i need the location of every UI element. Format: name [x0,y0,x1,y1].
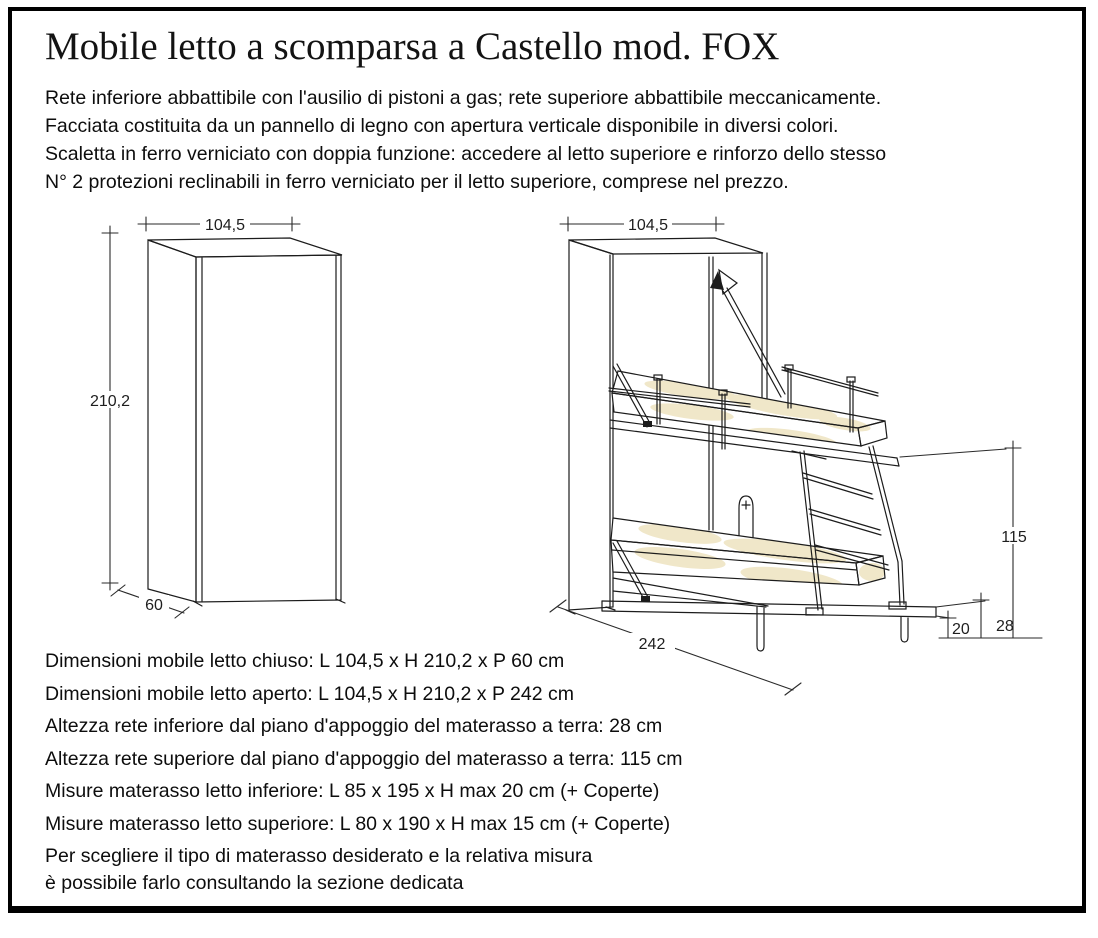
bed-leg-right [901,617,908,642]
spec-line: Altezza rete superiore dal piano d'appoggio del materasso a terra: 115 cm [45,747,683,770]
closed-depth-label: 60 [145,597,163,614]
ladder [792,446,906,615]
description-line: N° 2 protezioni reclinabili in ferro verniciato per il letto superiore, comprese nel prezzo. [45,171,789,193]
description-line: Scaletta in ferro verniciato con doppia funzione: accedere al letto superiore e rinforzo dello stesso [45,143,887,165]
spec-line: Misure materasso letto superiore: L 80 x 190 x H max 15 cm (+ Coperte) [45,812,671,835]
mattress-height-label: 20 [952,621,970,638]
open-depth-label: 242 [638,636,666,653]
upper-height-dimension [900,441,1030,638]
dimension-specs [45,645,682,840]
description-line: Facciata costituita da un pannello di legno con apertura verticale disponibile in diversi colori. [45,115,839,137]
open-bed-drawing [550,214,1042,695]
closed-width-dimension [138,214,300,234]
note-line: Per scegliere il tipo di materasso desiderato e la relativa misura [45,845,593,867]
spec-line: Misure materasso letto inferiore: L 85 x 195 x H max 20 cm (+ Coperte) [45,780,660,802]
upper-height-label: 115 [1001,529,1027,546]
note-line: è possibile farlo consultando la sezione dedicata [45,872,464,894]
mattress-note [45,843,592,897]
mattress-height-dimension [936,611,970,638]
upper-bed [609,270,899,466]
page-title: Mobile letto a scomparsa a Castello mod. FOX [45,25,780,68]
description-line: Rete inferiore abbattibile con l'ausilio di pistoni a gas; rete superiore abbattibile meccanicamente. [45,87,882,109]
closed-height-label: 210,2 [89,393,131,410]
spec-line: Altezza rete inferiore dal piano d'appoggio del materasso a terra: 28 cm [45,715,663,737]
lower-bed [602,518,936,651]
open-width-label: 104,5 [627,217,669,234]
lower-height-label: 28 [996,618,1014,635]
closed-height-dimension [87,226,133,590]
open-width-dimension [560,214,724,234]
spec-line: Dimensioni mobile letto aperto: L 104,5 x H 210,2 x P 242 cm [45,682,574,705]
closed-cabinet-drawing [87,214,345,618]
spec-line: Dimensioni mobile letto chiuso: L 104,5 x H 210,2 x P 60 cm [45,650,565,672]
closed-width-label: 104,5 [204,217,246,234]
gas-piston-upper-right [710,270,785,397]
